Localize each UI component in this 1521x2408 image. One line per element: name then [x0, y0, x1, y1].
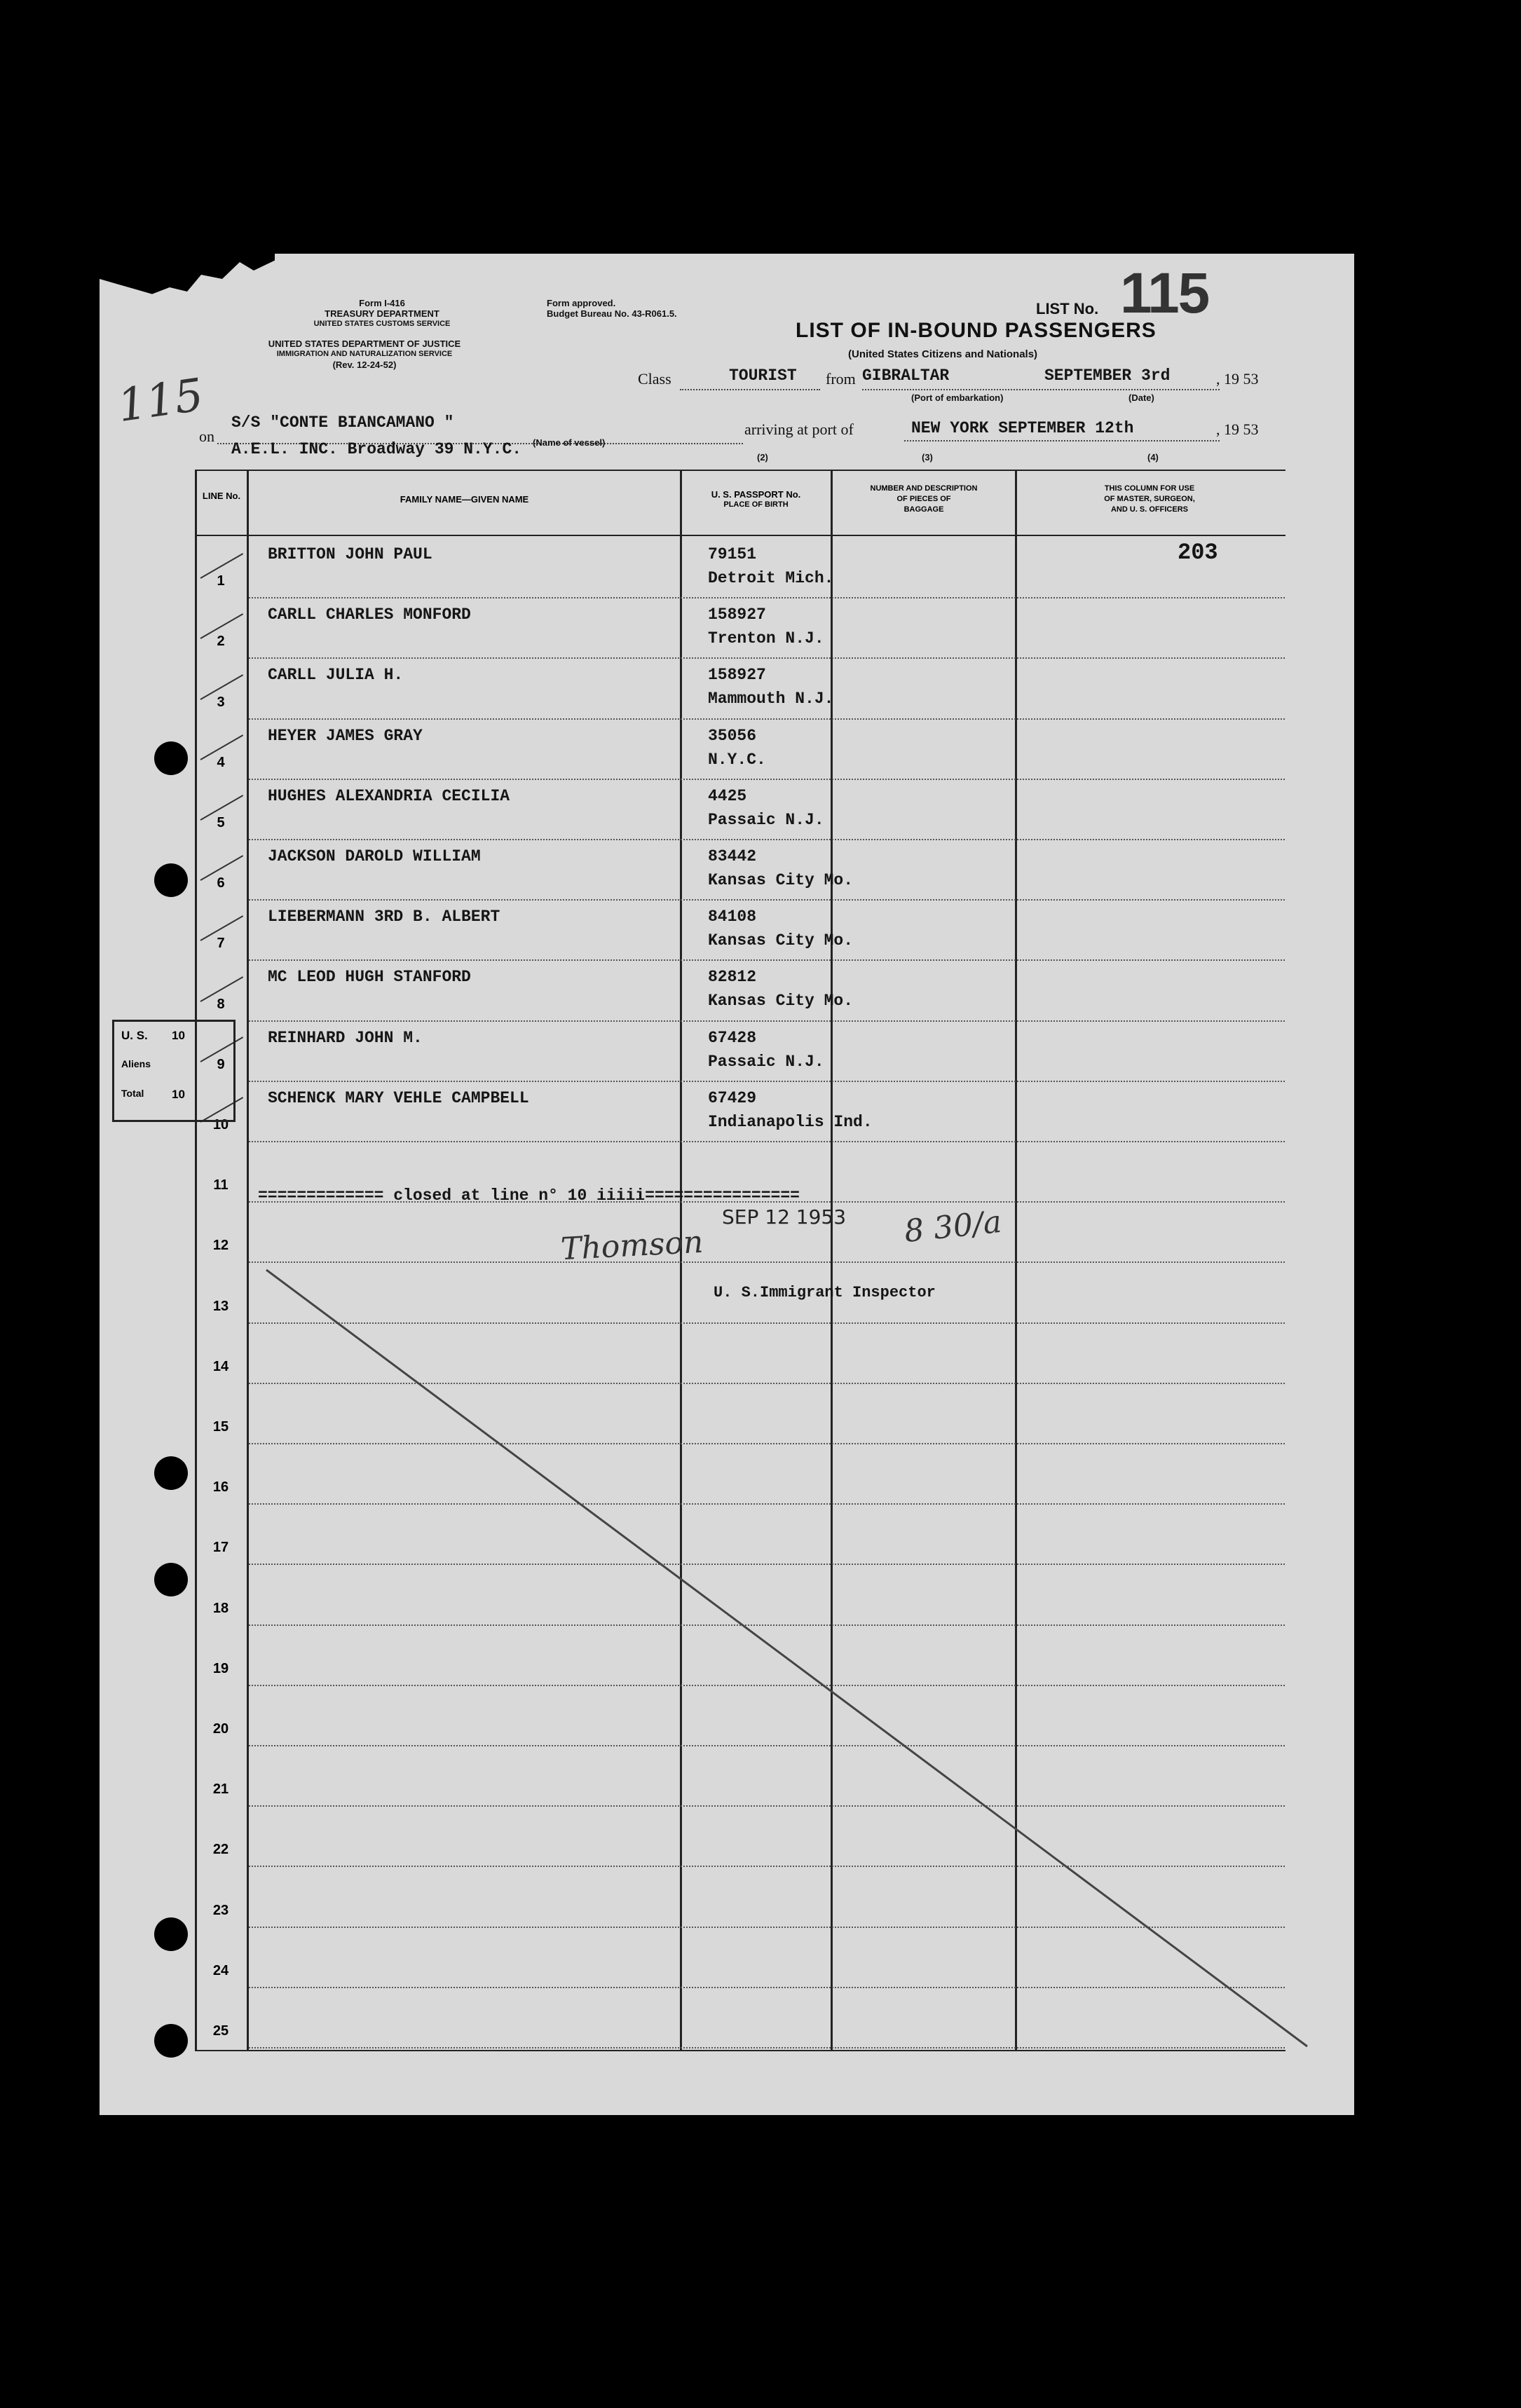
agent-value: A.E.L. INC. Broadway 39 N.Y.C. [231, 440, 522, 458]
place-of-birth: N.Y.C. [708, 750, 766, 769]
place-of-birth: Trenton N.J. [708, 629, 824, 648]
line-number: 9 [217, 1056, 225, 1072]
header-line-no: LINE No. [202, 491, 241, 501]
form-number: Form I-416 [359, 298, 405, 308]
passenger-name: SCHENCK MARY VEHLE CAMPBELL [268, 1088, 529, 1107]
passport-number: 82812 [708, 968, 757, 987]
passport-number: 79151 [708, 545, 757, 563]
place-of-birth: Indianapolis Ind. [708, 1112, 873, 1131]
passport-number: 35056 [708, 726, 757, 745]
header-baggage-3: BAGGAGE [903, 505, 944, 514]
inspector-title: U. S.Immigrant Inspector [714, 1284, 936, 1301]
header-name: FAMILY NAME—GIVEN NAME [400, 494, 529, 505]
line-number: 4 [217, 754, 225, 770]
passport-number: 84108 [708, 908, 757, 926]
line-number: 1 [217, 573, 225, 589]
place-of-birth: Passaic N.J. [708, 1052, 824, 1071]
port-of-embarkation-value: GIBRALTAR [862, 367, 950, 385]
passenger-name: LIEBERMANN 3RD B. ALBERT [268, 908, 500, 926]
header-officers-2: OF MASTER, SURGEON, [1104, 495, 1195, 503]
page-subtitle: (United States Citizens and Nationals) [848, 348, 1038, 360]
col-num-3: (4) [1147, 452, 1159, 463]
on-label: on [199, 427, 214, 445]
passenger-name: BRITTON JOHN PAUL [268, 545, 432, 563]
list-number: 115 [1120, 261, 1209, 325]
header-passport-2: PLACE OF BIRTH [723, 500, 789, 509]
closed-at-line: ============= closed at line n° 10 iiiii================ [258, 1186, 800, 1205]
line-number: 21 [212, 1781, 229, 1798]
approval-label: Form approved. [547, 298, 616, 308]
line-number: 12 [212, 1238, 229, 1254]
header-passport-1: U. S. PASSPORT No. [711, 489, 801, 500]
year-label-1: , 19 53 [1216, 370, 1259, 388]
header-officers-3: AND U. S. OFFICERS [1110, 505, 1188, 514]
passport-number: 158927 [708, 606, 766, 624]
line-number: 2 [217, 634, 225, 650]
place-of-birth: Kansas City Mo. [708, 931, 854, 950]
line-number: 24 [212, 1962, 229, 1978]
line-number: 11 [213, 1177, 229, 1193]
header-baggage-1: NUMBER AND DESCRIPTION [870, 484, 978, 493]
vessel-value: S/S "CONTE BIANCAMANO " [231, 413, 454, 432]
customs-label: UNITED STATES CUSTOMS SERVICE [313, 320, 451, 328]
col-num-1: (2) [757, 452, 768, 463]
line-number: 15 [212, 1419, 229, 1435]
port-caption: (Port of embarkation) [911, 392, 1004, 403]
vessel-caption: (Name of vessel) [533, 437, 606, 448]
passenger-name: HEYER JAMES GRAY [268, 726, 423, 745]
passport-number: 67428 [708, 1028, 757, 1047]
tally-total-label: Total [121, 1088, 144, 1099]
passenger-name: MC LEOD HUGH STANFORD [268, 968, 471, 987]
ins-label: IMMIGRATION AND NATURALIZATION SERVICE [276, 350, 453, 358]
officer-count: 203 [1178, 540, 1218, 566]
line-number: 13 [212, 1298, 229, 1314]
passport-number: 83442 [708, 847, 757, 866]
line-number: 7 [217, 936, 225, 952]
justice-label: UNITED STATES DEPARTMENT OF JUSTICE [268, 338, 461, 349]
line-number: 14 [212, 1358, 229, 1374]
date-caption: (Date) [1128, 392, 1154, 403]
tally-aliens-label: Aliens [121, 1058, 151, 1069]
tally-total-value: 10 [172, 1088, 185, 1101]
year-label-2: , 19 53 [1216, 420, 1259, 438]
embarkation-date-value: SEPTEMBER 3rd [1044, 367, 1171, 385]
tally-us-value: 10 [172, 1029, 185, 1042]
from-label: from [826, 370, 856, 388]
place-of-birth: Kansas City Mo. [708, 992, 854, 1011]
place-of-birth: Mammouth N.J. [708, 690, 834, 709]
handwritten-list-number: 115 [114, 369, 207, 433]
class-value: TOURIST [729, 367, 797, 385]
passenger-name: JACKSON DAROLD WILLIAM [268, 847, 481, 866]
passenger-name: HUGHES ALEXANDRIA CECILIA [268, 786, 510, 805]
time-note: 8 30/a [902, 1203, 1004, 1250]
line-number: 17 [212, 1540, 229, 1556]
line-number: 22 [212, 1842, 229, 1858]
passenger-name: CARLL JULIA H. [268, 666, 404, 685]
passport-number: 67429 [708, 1088, 757, 1107]
line-number: 5 [217, 815, 225, 830]
inspector-signature: Thomson [559, 1224, 704, 1268]
header-officers-1: THIS COLUMN FOR USE [1104, 484, 1195, 493]
rev-label: (Rev. 12-24-52) [332, 360, 397, 370]
arrival-port-value: NEW YORK SEPTEMBER 12th [911, 419, 1134, 437]
arriving-label: arriving at port of [744, 420, 854, 438]
line-number: 20 [212, 1721, 229, 1737]
line-number: 23 [212, 1902, 229, 1918]
list-no-label: LIST No. [1036, 300, 1099, 317]
line-number: 8 [217, 996, 225, 1012]
date-stamp: SEP 12 1953 [722, 1205, 847, 1229]
line-number: 25 [212, 2023, 229, 2039]
passenger-name: CARLL CHARLES MONFORD [268, 606, 471, 624]
line-number: 6 [217, 875, 225, 891]
line-number: 18 [212, 1600, 229, 1616]
line-number: 10 [212, 1117, 229, 1133]
class-label: Class [638, 370, 671, 388]
passport-number: 4425 [708, 786, 747, 805]
place-of-birth: Detroit Mich. [708, 569, 834, 587]
header-baggage-2: OF PIECES OF [896, 495, 951, 503]
treasury-label: TREASURY DEPARTMENT [325, 308, 439, 319]
passport-number: 158927 [708, 666, 766, 685]
budget-label: Budget Bureau No. 43-R061.5. [547, 308, 677, 319]
line-number: 16 [212, 1479, 229, 1496]
place-of-birth: Kansas City Mo. [708, 871, 854, 889]
passenger-name: REINHARD JOHN M. [268, 1028, 423, 1047]
page-title: LIST OF IN-BOUND PASSENGERS [796, 319, 1157, 342]
col-num-2: (3) [922, 452, 933, 463]
place-of-birth: Passaic N.J. [708, 810, 824, 829]
line-number: 19 [212, 1660, 229, 1676]
tally-us-label: U. S. [121, 1029, 148, 1042]
line-number: 3 [217, 694, 225, 710]
